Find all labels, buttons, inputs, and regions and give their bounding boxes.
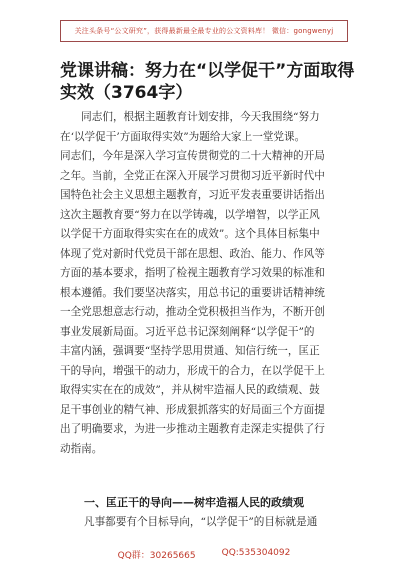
body-line: 国特色社会主义思想主题教育，习近平发表重要讲话指出 <box>60 189 325 201</box>
body-line: 事业发展新局面。习近平总书记深刻阐释“以学促干”的 <box>60 325 315 338</box>
body-line: 丰富内涵，强调要“坚持学思用贯通、知信行统一，匡正 <box>60 345 320 357</box>
footer-qq-number: QQ:535304092 <box>221 548 291 558</box>
body-line: 动指南。 <box>60 442 103 455</box>
body-line: 干的导向，增强干的动力，形成干的合力，在以学促干上 <box>60 364 325 377</box>
body-line: 之年。当前，全党正在深入开展学习贯彻习近平新时代中 <box>60 169 325 182</box>
body-line: 在‘以学促干’方面取得实效”为题给大家上一堂党课。 <box>60 130 306 143</box>
footer-qq-group: QQ群：30265665 <box>117 551 196 561</box>
top-banner <box>0 0 408 58</box>
body-line: 这次主题教育要“努力在以学铸魂，以学增智，以学正风 <box>60 208 320 221</box>
header-notice-text: 关注头条号“公文研究”，获得最新最全最专业的公文资料库！ 微信：gongwenyj <box>74 27 334 35</box>
body-line: 足干事创业的精气神、形成狠抓落实的好局面三个方面提 <box>60 403 325 416</box>
body-line: 取得实实在在的成效”，并从树牢造福人民的政绩观、鼓 <box>60 384 320 396</box>
header-notice-box <box>60 20 348 42</box>
body-line: 体现了党对新时代党员干部在思想、政治、能力、作风等 <box>60 247 325 260</box>
body-line: 方面的基本要求，指明了检视主题教育学习效果的标准和 <box>60 267 325 279</box>
footer-contact <box>0 548 408 561</box>
body-line: 出了明确要求，为进一步推动主题教育走深走实提供了行 <box>60 423 325 435</box>
body-line: 根本遵循。我们要坚决落实，用总书记的重要讲话精神统 <box>60 286 325 299</box>
body-line: 同志们，根据主题教育计划安排，今天我围绕“努力 <box>60 111 320 123</box>
body-line: 以学促干方面取得实实在在的成效”。这个具体目标集中 <box>60 228 320 240</box>
section-heading: 一、匡正干的导向——树牢造福人民的政绩观 <box>84 496 304 509</box>
body-line: 同志们，今年是深入学习宣传贯彻党的二十大精神的开局 <box>60 150 325 162</box>
document-body <box>60 108 348 459</box>
body-line: 一全党思想意志行动，推动全党积极担当作为，不断开创 <box>60 306 325 318</box>
document-title: 党课讲稿：努力在“以学促干”方面取得实效（3764字） <box>60 61 355 103</box>
section-first-line: 凡事都要有个目标导向，“以学促干”的目标就是通 <box>84 516 318 528</box>
